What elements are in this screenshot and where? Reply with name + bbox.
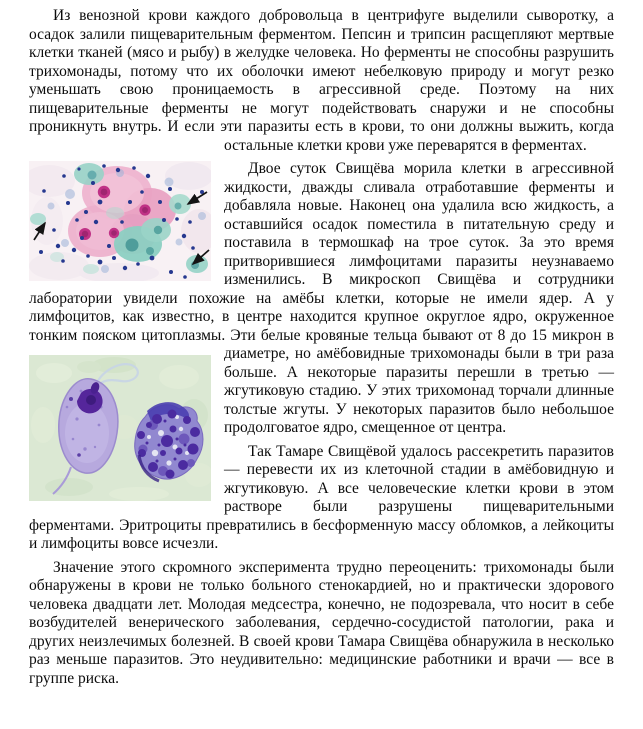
paragraph-2-text-b: трихомонады были в три раза больше. А некоторые паразиты перешли в третью — жгутиковую стадию. У этих трихомонад торчали длинные толстые жгуты. У некоторых паразитов было небольшое продолговатое ядро, смещенное от центра. [224,345,614,436]
blood-smear-image [29,161,211,281]
paragraph-3-text: Так Тамаре Свищёвой удалось рассекретить паразитов — перевести их из клеточной стадии в амёбовидную и жгутиковую. А все человеческие клетки крови в этом растворе были разрушены пищеварительными ферментами. Эритроциты превратились в бесформенную массу обломков, а лейкоциты и лимфоциты вовсе исчезли. [29,442,614,552]
paragraph-2-text-a: Двое суток Свищёва морила клетки в агрессивной жидкости, дважды сливала отработавшие ферменты и добавляла новые. Наконец она удалила всю жидкость, а оставшийся осадок поместила в питательную среду и поставила в термошкаф на трое суток. За это время притворившиеся лимфоцитами паразиты неузнаваемо изменились. В микроскоп Свищёва и сотрудники лаборатории увидели похожие на амёбы клетки, которые не имели ядер. А у лимфоцитов, как известно, в центре находится крупное округлое ядро, окруженное тонким пояском цитоплазмы. Эти белые кровяные тельца бывают от 8 до 15 микрон в диаметре, но амёбовидные [29,160,614,362]
trichomonads-image [29,355,211,501]
paragraph-1-text-a: Из венозной крови каждого добровольца в центрифуге выделили сыворотку, а осадок залили пищеварительным ферментом. Пепсин и трипсин расщепляют мертвые клетки тканей (мясо и рыбу) в желудке человека. Но ферменты не способны разрушить трихомонады, потому что их оболочки имеют небелковую природу и могут резко уменьшать свою проницаемость в агрессивной среде. Поэтому на них пищеварительные ферменты не могут подействовать снаружи и не способны проникнуть внутрь. И если эти паразиты есть в крови, то они должны [29,7,614,135]
paragraph-ferment-experiment [29,7,614,155]
figure-trichomonads-micrograph [29,355,211,501]
figure-blood-smear-micrograph [29,161,211,281]
paragraph-4-text: Значение этого скромного эксперимента трудно переоценить: трихомонады были обнаружены в крови не только больного стенокардией, но и практически здорового человека двадцати лет. Молодая медсестра, конечно, не подозревала, что носит в себе возбудителей венерического заболевания, сердечно-сосудистой патологии, рака и других неизлечимых болезней. В своей крови Тамара Свищёва обнаружила в несколько раз меньше паразитов. Это неудивительно: медицинские работники и врачи — все в группе риска. [29,558,614,687]
paragraph-1-text-b: выжить, когда остальные клетки крови уже переварятся в ферментах. [224,118,614,154]
paragraph-significance [29,559,614,689]
